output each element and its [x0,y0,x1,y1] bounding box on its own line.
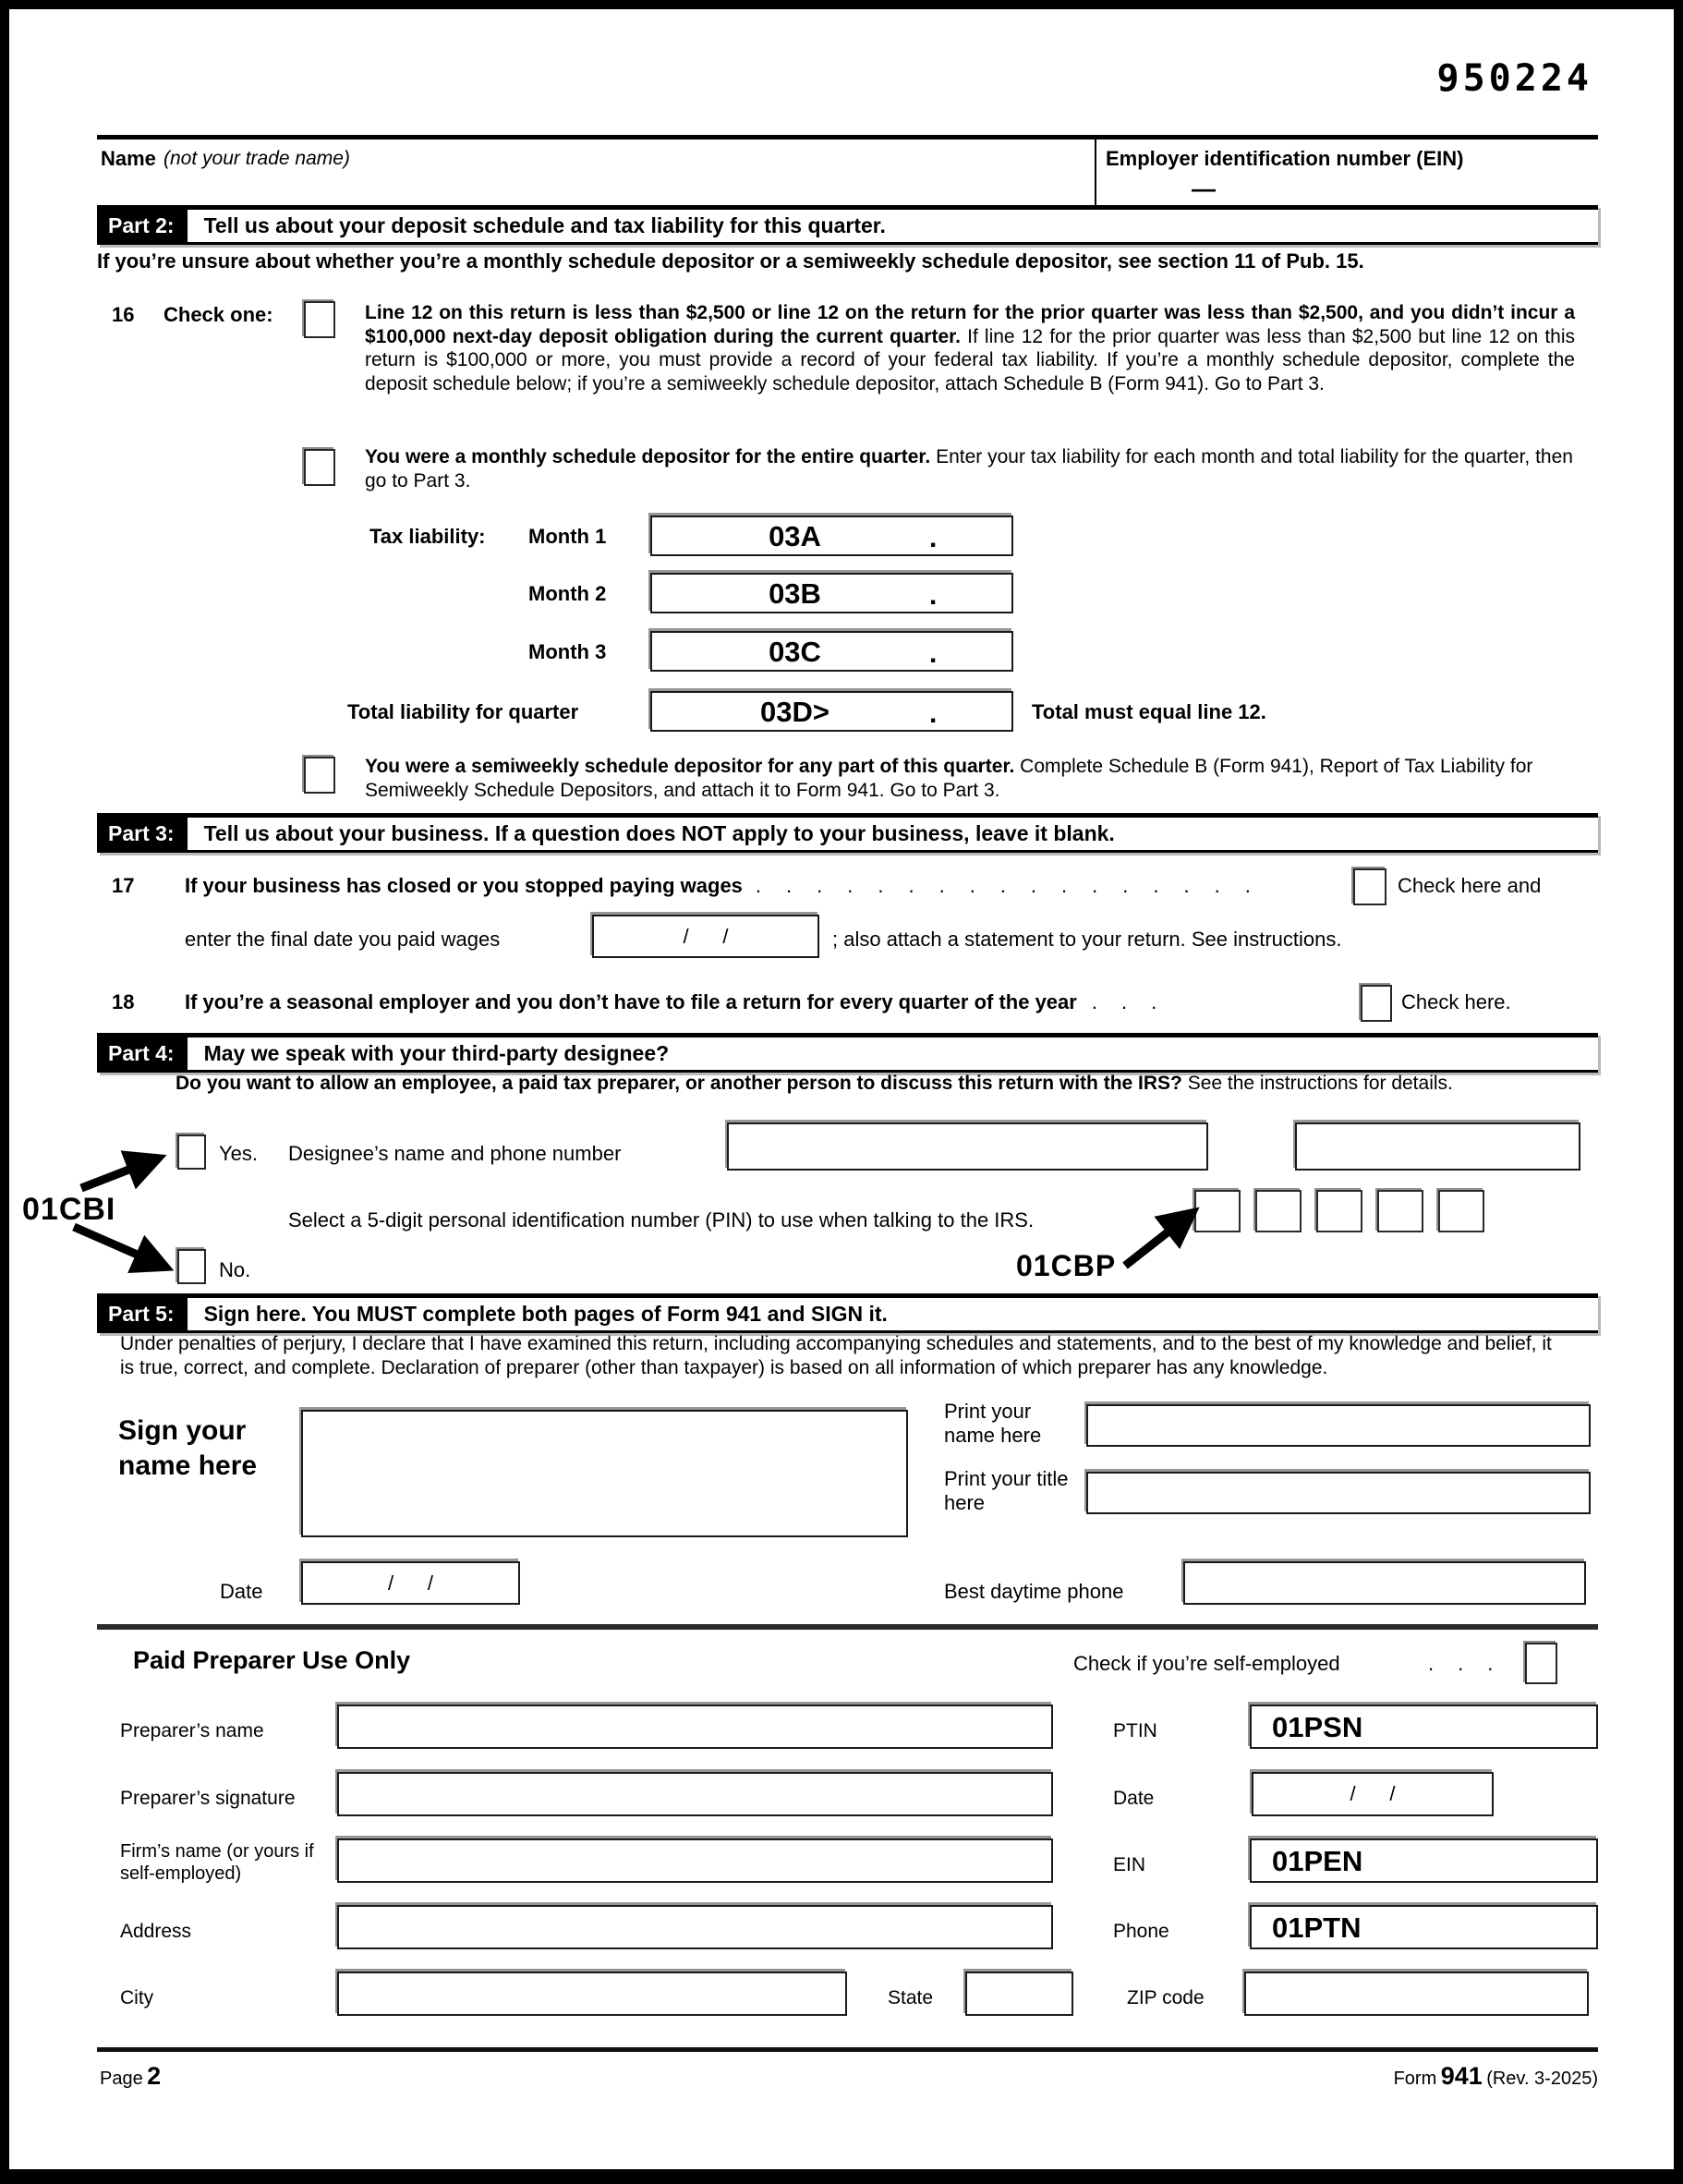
part4-intro [176,1072,1580,1096]
self-employed-checkbox[interactable] [1525,1643,1557,1684]
month2-value: 03B [769,577,821,610]
preparer-ein-value: 01PEN [1272,1845,1363,1877]
line16-option2-text [365,445,1575,492]
part3-title: Tell us about your business. If a question does NOT apply to your business, leave it blank. [203,821,1115,845]
zip-field[interactable] [1244,1972,1589,2016]
pin-digit-5[interactable] [1438,1190,1484,1232]
best-daytime-phone-field[interactable] [1183,1561,1586,1605]
sign-date-field[interactable] [301,1561,520,1605]
sign-date-label: Date [220,1580,263,1603]
city-field[interactable] [337,1972,847,2016]
line18-check-label: Check here. [1401,990,1511,1013]
designee-no-checkbox[interactable] [177,1249,206,1284]
name-ein-band [97,135,1598,210]
total-liability-value: 03D> [760,696,829,728]
preparer-divider [97,1624,1598,1630]
line17-check-label: Check here and [1398,874,1542,897]
pin-digit-4[interactable] [1377,1190,1423,1232]
line17-text: If your business has closed or you stopped paying wages [185,874,743,897]
print-name-label: Print your name here [944,1400,1042,1447]
ptin-value: 01PSN [1272,1711,1363,1743]
month1-decimal: . [929,523,938,553]
line17-row2 [97,915,1598,963]
designee-no-label: No. [219,1258,251,1281]
line18-number: 18 [112,990,135,1013]
preparer-date-label: Date [1113,1788,1155,1809]
part5-title: Sign here. You MUST complete both pages of Form 941 and SIGN it. [203,1302,888,1326]
ein-input[interactable] [1096,140,1598,210]
designee-yes-label: Yes. [219,1142,259,1165]
signature-field[interactable] [301,1410,908,1537]
preparer-phone-value: 01PTN [1272,1911,1362,1944]
line16-option2-rest: Enter your tax liability for each month and total liability for the quarter, then go to Part 3. [365,446,1573,491]
line17-line2-after: ; also attach a statement to your return. See instructions. [832,928,1342,951]
footer-page [100,2062,161,2091]
total-liability-field[interactable] [650,691,1013,732]
doc-code: 950224 [1436,57,1592,100]
arrow-to-pin-boxes [1125,1215,1190,1266]
line16 [97,301,1598,443]
month2-amount-field[interactable] [650,573,1013,613]
address-label: Address [120,1921,192,1942]
footer-revision: (Rev. 3-2025) [1486,2069,1598,2089]
ptin-field[interactable] [1250,1705,1598,1749]
preparer-date-field[interactable] [1252,1772,1494,1816]
footer-form [1394,2062,1598,2091]
ein-label: Employer identification number (EIN) [1106,147,1464,170]
preparer-date-placeholder: / / [1350,1782,1396,1805]
print-title-label: Print your title here [944,1467,1069,1514]
part4-label: Part 4: [97,1037,188,1070]
firm-name-field[interactable] [337,1838,1053,1883]
final-wage-date-field[interactable] [592,915,819,958]
total-liability-row [97,691,1598,734]
part2-intro: If you’re unsure about whether you’re a monthly schedule depositor or a semiweekly schedule depositor, see section 11 of Pub. 15. [97,249,1364,273]
paid-preparer-title: Paid Preparer Use Only [133,1646,411,1674]
line16-option1-text [365,301,1575,395]
self-employed-label: Check if you’re self-employed [1073,1652,1340,1675]
footer-form-label: Form [1393,2069,1437,2089]
month3-amount-field[interactable] [650,631,1013,672]
line16-option3-bold: You were a semiweekly schedule depositor for any part of this quarter. [365,756,1015,777]
footer-rule [97,2047,1598,2052]
month1-value: 03A [769,520,821,552]
month3-decimal: . [929,638,938,669]
designee-name-field[interactable] [727,1122,1208,1171]
line16-number: 16 [112,303,135,326]
line18-dot-leader: ... [1091,990,1181,1013]
pin-digit-2[interactable] [1255,1190,1302,1232]
self-employed-dots: ... [1428,1652,1518,1675]
month3-label: Month 3 [528,640,607,663]
state-field[interactable] [965,1972,1073,2016]
arrow-to-no-checkbox [74,1227,163,1266]
total-liability-label: Total liability for quarter [347,700,579,723]
arrow-to-yes-checkbox [81,1159,155,1188]
final-wage-date-placeholder: / / [683,925,729,948]
pin-digit-3[interactable] [1316,1190,1362,1232]
name-input[interactable] [97,140,1095,210]
state-label: State [888,1987,934,2008]
firm-name-label: Firm’s name (or yours if self-employed) [120,1841,314,1884]
line17-dot-leader: ................. [755,874,1276,897]
month2-decimal: . [929,580,938,611]
part5-label: Part 5: [97,1298,188,1330]
address-field[interactable] [337,1905,1053,1949]
total-note: Total must equal line 12. [1032,700,1266,723]
pin-boxes [1194,1190,1484,1232]
total-decimal: . [929,698,938,729]
month1-label: Month 1 [528,525,607,548]
line17-text-wrap [185,874,1276,898]
preparer-signature-label: Preparer’s signature [120,1788,296,1809]
line16-check-one-label: Check one: [163,303,273,326]
zip-label: ZIP code [1127,1987,1205,2008]
preparer-phone-field[interactable] [1250,1905,1598,1949]
ein-dash: — [1192,175,1216,202]
sign-your-name-label: Sign your name here [118,1415,258,1481]
part4-title: May we speak with your third-party designee? [203,1041,670,1065]
line17-checkbox[interactable] [1353,868,1386,905]
part2-title: Tell us about your deposit schedule and tax liability for this quarter. [203,213,886,237]
print-title-field[interactable] [1086,1472,1591,1514]
name-label: Name [101,147,156,170]
month1-row [97,516,1598,558]
line16-option1-rest: If line 12 for the prior quarter was less than $2,500 but line 12 on this return is $100,000 or more, you must provide a record of your federal tax liability. If you’re a monthly schedule depositor, complete the deposit schedule below; if you’re a semiweekly schedule depositor, attach Schedule B (Form 941). Go to Part 3. [365,325,1576,394]
line16-option3-checkbox[interactable] [304,757,335,794]
footer-page-number: 2 [147,2062,162,2090]
line16-option3-text [365,755,1575,802]
pin-digit-1[interactable] [1194,1190,1241,1232]
line16-option1-bold: Line 12 on this return is less than $2,500 or line 12 on the return for the prior quarter was less than $2,500, and you didn’t incur a $100,000 next-day deposit obligation during the current quarter. [365,302,1575,347]
line16-option3-rest: Complete Schedule B (Form 941), Report of Tax Liability for Semiweekly Schedule Depositors, and attach it to Form 941. Go to Part 3. [365,756,1533,801]
part2-label: Part 2: [97,210,188,242]
line16-option3 [97,753,1598,810]
month3-value: 03C [769,636,821,668]
ptin-label: PTIN [1113,1720,1157,1741]
best-daytime-phone-label: Best daytime phone [944,1580,1124,1603]
line18-text: If you’re a seasonal employer and you don’t have to file a return for every quarter of the year [185,990,1077,1013]
sign-date-placeholder: / / [388,1571,433,1595]
preparer-ein-label: EIN [1113,1854,1146,1875]
line18-text-wrap [185,990,1181,1014]
designee-yes-checkbox[interactable] [177,1134,206,1170]
line18-row [97,987,1598,1027]
preparer-ein-field[interactable] [1250,1838,1598,1883]
print-name-field[interactable] [1086,1404,1591,1447]
perjury-statement: Under penalties of perjury, I declare that I have examined this return, including accompanying schedules and statements, and to the best of my knowledge and belief, it is true, correct, and complete. Declaration of preparer (other than taxpayer) is based on all information of which preparer has any knowledge. [120,1333,1552,1378]
month2-label: Month 2 [528,582,607,605]
line17-row1 [97,870,1598,911]
month3-row [97,631,1598,673]
part3-bar [97,813,1598,853]
pin-label: Select a 5-digit personal identification number (PIN) to use when talking to the IRS. [288,1208,1035,1232]
annotation-01CBP: 01CBP [1016,1249,1117,1282]
footer-page-label: Page [100,2069,143,2089]
part4-intro-rest: See the instructions for details. [1181,1073,1453,1094]
part4-bar [97,1033,1598,1073]
month1-amount-field[interactable] [650,516,1013,556]
line16-option2-checkbox[interactable] [304,449,335,486]
tax-liability-label: Tax liability: [369,525,486,548]
line17-line2-text: enter the final date you paid wages [185,928,501,951]
line18-checkbox[interactable] [1361,985,1392,1022]
name-hint: (not your trade name) [163,148,350,169]
part3-label: Part 3: [97,818,188,850]
city-label: City [120,1987,154,2008]
month2-row [97,573,1598,615]
preparer-name-field[interactable] [337,1705,1053,1749]
part5-bar [97,1293,1598,1333]
designee-name-phone-label: Designee’s name and phone number [288,1142,622,1165]
line16-option2 [97,443,1598,503]
line16-option1-checkbox[interactable] [304,301,335,338]
designee-phone-field[interactable] [1295,1122,1580,1171]
preparer-name-label: Preparer’s name [120,1720,264,1741]
part2-bar [97,205,1598,245]
line17-number: 17 [112,874,135,897]
preparer-signature-field[interactable] [337,1772,1053,1816]
part4-intro-bold: Do you want to allow an employee, a paid tax preparer, or another person to discuss this return with the IRS? [176,1073,1182,1094]
line16-option2-bold: You were a monthly schedule depositor for the entire quarter. [365,446,931,467]
annotation-01CBI: 01CBI [22,1192,116,1227]
footer-form-number: 941 [1440,2062,1483,2090]
preparer-phone-label: Phone [1113,1921,1169,1942]
